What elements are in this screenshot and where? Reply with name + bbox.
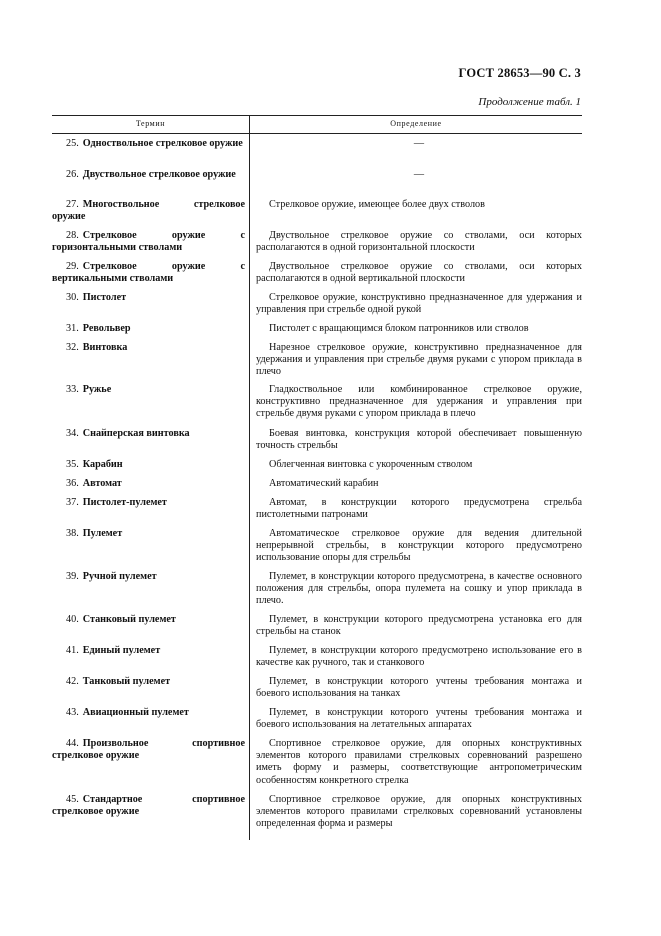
term-name: Единый пулемет — [82, 644, 161, 656]
term-name: Произвольное спортивное стрелковое оружие — [52, 737, 245, 761]
definition-cell — [250, 455, 583, 474]
term-name: Многоствольное стрелковое оружие — [52, 198, 245, 222]
table-row — [52, 424, 582, 455]
term-number: 40. — [66, 613, 79, 625]
term-name: Двуствольное стрелковое оружие — [82, 168, 236, 180]
term-cell — [52, 319, 250, 338]
definition-cell — [250, 380, 583, 424]
definition-cell — [250, 734, 583, 790]
term-cell — [52, 672, 250, 703]
term-cell — [52, 474, 250, 493]
definition-text: — — [413, 168, 425, 180]
definition-cell — [250, 288, 583, 319]
definition-text: Пистолет с вращающимся блоком патронников или стволов — [269, 322, 529, 334]
definition-text: Боевая винтовка, конструкция которой обеспечивает повышенную точность стрельбы — [256, 427, 582, 451]
table-row — [52, 338, 582, 380]
definition-text: Автомат, в конструкции которого предусмотрена стрельба пистолетными патронами — [256, 496, 582, 520]
term-name: Снайперская винтовка — [82, 427, 190, 439]
term-name: Винтовка — [82, 341, 128, 353]
table-row — [52, 288, 582, 319]
table-row — [52, 567, 582, 610]
term-cell — [52, 567, 250, 610]
definition-cell — [250, 641, 583, 672]
term-name: Стрелковое оружие с вертикальными стволами — [52, 260, 245, 284]
term-number: 35. — [66, 458, 79, 470]
term-name: Авиационный пулемет — [82, 706, 189, 718]
term-name: Стрелковое оружие с горизонтальными стволами — [52, 229, 245, 253]
table-row — [52, 610, 582, 641]
term-number: 29. — [66, 260, 79, 272]
table-row — [52, 672, 582, 703]
definition-cell — [250, 493, 583, 524]
definition-text: Автоматический карабин — [269, 477, 379, 489]
table-row — [52, 493, 582, 524]
definition-cell — [250, 424, 583, 455]
table-header-row — [52, 116, 582, 134]
term-number: 27. — [66, 198, 79, 210]
definition-text: Стрелковое оружие, имеющее более двух стволов — [269, 198, 485, 210]
table-row — [52, 319, 582, 338]
column-header-definition: Определение — [250, 116, 583, 134]
term-number: 36. — [66, 477, 79, 489]
definition-cell — [250, 672, 583, 703]
term-number: 28. — [66, 229, 79, 241]
definition-text: Автоматическое стрелковое оружие для ведения длительной непрерывной стрельбы, в конструкции которого предусмотрено использование опоры для стрельбы — [256, 527, 582, 564]
definition-cell — [250, 703, 583, 734]
table-row — [52, 790, 582, 840]
term-number: 43. — [66, 706, 79, 718]
definition-text: Пулемет, в конструкции которого учтены требования монтажа и боевого использования на летательных аппаратах — [256, 706, 582, 730]
term-cell — [52, 195, 250, 226]
term-cell — [52, 610, 250, 641]
table-continuation-note: Продолжение табл. 1 — [478, 96, 581, 108]
term-number: 34. — [66, 427, 79, 439]
term-cell — [52, 257, 250, 288]
term-name: Одноствольное стрелковое оружие — [82, 138, 243, 149]
definition-cell — [250, 134, 583, 165]
table-row — [52, 524, 582, 567]
term-cell — [52, 790, 250, 840]
definition-cell — [250, 226, 583, 257]
definition-text: Нарезное стрелковое оружие, конструктивно предназначенное для удержания и управления при стрельбе двумя руками с упором приклада в плечо — [256, 341, 582, 378]
term-number: 45. — [66, 793, 79, 805]
term-name: Карабин — [82, 458, 123, 470]
term-number: 32. — [66, 341, 79, 353]
definition-cell — [250, 257, 583, 288]
definition-cell — [250, 195, 583, 226]
term-name: Автомат — [82, 477, 122, 489]
table-row — [52, 734, 582, 790]
term-number: 31. — [66, 322, 79, 334]
term-name: Стандартное спортивное стрелковое оружие — [52, 793, 245, 817]
term-number: 44. — [66, 737, 79, 749]
definition-cell — [250, 474, 583, 493]
term-cell — [52, 288, 250, 319]
definition-cell — [250, 165, 583, 195]
table-row — [52, 226, 582, 257]
term-name: Станковый пулемет — [82, 613, 176, 625]
definition-cell — [250, 790, 583, 840]
table-row — [52, 641, 582, 672]
term-name: Ружье — [82, 383, 112, 395]
term-name: Пулемет — [82, 527, 123, 539]
term-number: 33. — [66, 383, 79, 395]
term-cell — [52, 424, 250, 455]
definition-text: Пулемет, в конструкции которого предусмотрена, в качестве основного положения для стрельбы, опора пулемета на сошку и упор приклада в плечо. — [256, 570, 582, 607]
term-name: Танковый пулемет — [82, 675, 171, 687]
term-name: Пистолет-пулемет — [82, 496, 167, 508]
table-row — [52, 455, 582, 474]
definition-text: Стрелковое оружие, конструктивно предназначенное для удержания и управления при стрельбе одной рукой — [256, 291, 582, 315]
term-cell — [52, 524, 250, 567]
term-cell — [52, 641, 250, 672]
table-row — [52, 134, 582, 165]
definition-cell — [250, 524, 583, 567]
column-header-term: Термин — [52, 116, 250, 134]
term-name: Пистолет — [82, 291, 127, 303]
definition-text: Гладкоствольное или комбинированное стрелковое оружие, конструктивно предназначенное для удержания и управления при стрельбе двумя руками с упором приклада в плечо — [256, 383, 582, 420]
term-cell — [52, 734, 250, 790]
definition-text: Пулемет, в конструкции которого предусмотрена установка его для стрельбы на станок — [256, 613, 582, 637]
definition-text: Спортивное стрелковое оружие, для опорных конструктивных элементов которого правилами стрелковых соревнований установлены определенная форма и размеры — [256, 793, 582, 830]
term-name: Ручной пулемет — [82, 570, 157, 582]
definition-text: Пулемет, в конструкции которого учтены требования монтажа и боевого использования на танках — [256, 675, 582, 699]
term-cell — [52, 455, 250, 474]
definition-cell — [250, 567, 583, 610]
term-number: 42. — [66, 675, 79, 687]
terms-table — [52, 115, 582, 840]
term-name: Револьвер — [82, 322, 131, 334]
definition-cell — [250, 610, 583, 641]
table-row — [52, 165, 582, 195]
definition-text: Двуствольное стрелковое оружие со стволами, оси которых располагаются в одной горизонтальной плоскости — [256, 229, 582, 253]
definition-text: Облегченная винтовка с укороченным стволом — [269, 458, 473, 470]
definition-text: Спортивное стрелковое оружие, для опорных конструктивных элементов которого правилами стрелковых соревнований разрешено иметь форму и размеры, соответствующие антропометрическим особенностям конкретного стрелка — [256, 737, 582, 786]
term-number: 38. — [66, 527, 79, 539]
term-number: 30. — [66, 291, 79, 303]
definition-text: Пулемет, в конструкции которого предусмотрено использование его в качестве как ручного, так и станкового — [256, 644, 582, 668]
definition-text: — — [413, 138, 425, 149]
term-number: 25. — [66, 138, 79, 149]
term-cell — [52, 226, 250, 257]
term-number: 26. — [66, 168, 79, 180]
term-number: 39. — [66, 570, 79, 582]
document-header-title: ГОСТ 28653—90 С. 3 — [458, 66, 581, 80]
term-cell — [52, 703, 250, 734]
table-row — [52, 257, 582, 288]
term-cell — [52, 380, 250, 424]
term-cell — [52, 134, 250, 165]
definition-text: Двуствольное стрелковое оружие со стволами, оси которых располагаются в одной вертикальной плоскости — [256, 260, 582, 284]
table-row — [52, 474, 582, 493]
term-cell — [52, 493, 250, 524]
table-row — [52, 380, 582, 424]
table-body — [52, 134, 582, 840]
table-row — [52, 195, 582, 226]
table-row — [52, 703, 582, 734]
definition-cell — [250, 338, 583, 380]
definition-cell — [250, 319, 583, 338]
term-cell — [52, 165, 250, 195]
term-number: 41. — [66, 644, 79, 656]
term-cell — [52, 338, 250, 380]
term-number: 37. — [66, 496, 79, 508]
